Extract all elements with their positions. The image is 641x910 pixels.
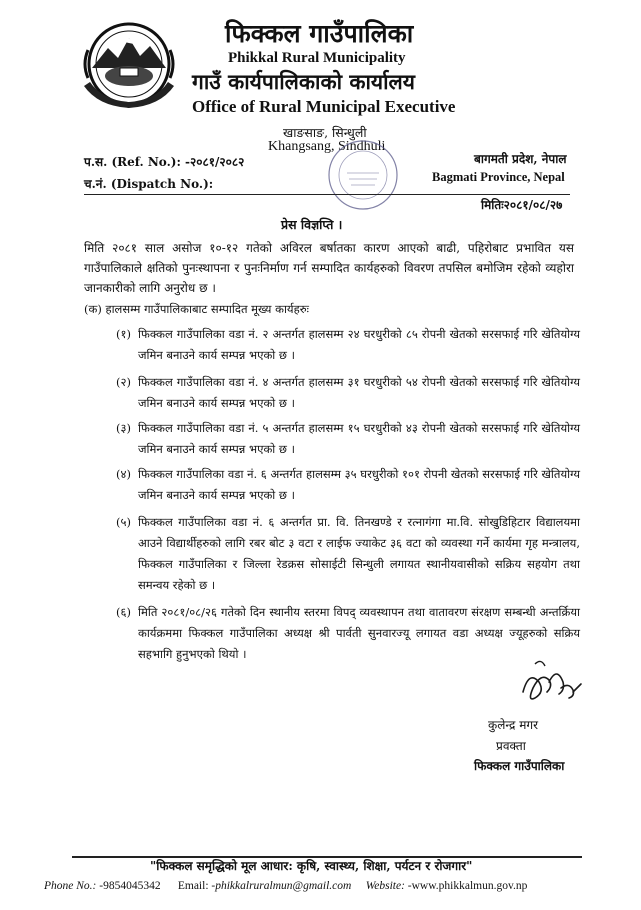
section-heading: (क) हालसम्म गाउँपालिकाबाट सम्पादित मूख्य कार्यहरुः <box>84 302 309 316</box>
signatory-name: कुलेन्द्र मगर <box>488 718 539 732</box>
office-name-en: Office of Rural Municipal Executive <box>192 97 456 116</box>
list-item-number: (६) <box>116 605 131 619</box>
list-item-text: फिक्कल गाउँपालिका वडा नं. ६ अन्तर्गत प्रा. वि. तिनखण्डे र रत्नागंगा मा.वि. सोखुडिहिटार विद्यालयमा आउने विद्यार्थीहरुको लागि रबर बोट ३ वटा र लाईफ ज्याकेट ३६ वटा को व्यवस्था गर्ने कार्यमा गृह मन्त्रालय, फिक्कल गाउँपालिका र जिल्ला रेडक्रस सोसाईटी सिन्धुली लगायत स्थानीयवासीको सक्रिय सहयोग तथा समन्वय रहेको छ । <box>138 515 580 592</box>
email-label: Email: <box>177 880 212 892</box>
signatory-organization: फिक्कल गाउँपालिका <box>474 759 565 773</box>
list-item <box>116 602 580 665</box>
list-item <box>116 464 580 506</box>
list-item-number: (२) <box>116 375 131 389</box>
office-stamp <box>325 135 401 215</box>
list-item-text: फिक्कल गाउँपालिका वडा नं. ५ अन्तर्गत हालसम्म १५ घरधुरीको ४३ रोपनी खेतको सरसफाई गरि खेतियोग्य जमिन बनाउने कार्य सम्पन्न भएको छ । <box>138 421 580 456</box>
list-item <box>116 372 580 414</box>
list-item-number: (१) <box>116 327 131 341</box>
reference-number: प.स. (Ref. No.): -२०८१/२०८२ <box>84 155 245 169</box>
municipality-name-en: Phikkal Rural Municipality <box>228 50 406 66</box>
list-item-text: फिक्कल गाउँपालिका वडा नं. २ अन्तर्गत हालसम्म २४ घरधुरीको ८५ रोपनी खेतको सरसफाई गरि खेतियोग्य जमिन बनाउने कार्य सम्पन्न भएको छ । <box>138 327 580 362</box>
province-np: बागमती प्रदेश, नेपाल <box>474 152 567 166</box>
address-np: खाङसाङ, सिन्धुली <box>283 125 367 140</box>
list-item <box>116 512 580 596</box>
email-address: -phikkalruralmun@gmail.com <box>211 880 352 892</box>
address-en: Khangsang, Sindhuli <box>268 139 386 154</box>
municipality-name-np: फिक्कल गाउँपालिका <box>225 19 414 48</box>
list-item-text: फिक्कल गाउँपालिका वडा नं. ६ अन्तर्गत हालसम्म ३५ घरधुरीको १०१ रोपनी खेतको सरसफाई गरि खेतियोग्य जमिन बनाउने कार्य सम्पन्न भएको छ । <box>138 467 580 502</box>
handwritten-signature <box>515 652 587 712</box>
intro-paragraph: मिति २०८१ साल असोज १०-१२ गतेको अविरल बर्षातका कारण आएको बाढी, पहिरोबाट प्रभावित यस गाउँपालिकाले क्षतिको पुनःस्थापना र पुनःनिर्माण गर्न सम्पादित कार्यहरुको विवरण तपसिल बमोजिम रहेको व्यहोरा जानकारीको लागि अनुरोध छ । <box>84 241 574 295</box>
list-item <box>116 418 580 460</box>
phone-label: Phone No.: <box>44 880 100 892</box>
header-divider <box>84 194 570 195</box>
website-url: -www.phikkalmun.gov.np <box>407 880 528 892</box>
office-name-np: गाउँ कार्यपालिकाको कार्यालय <box>192 69 415 94</box>
list-item-number: (४) <box>116 467 131 481</box>
signatory-role: प्रवक्ता <box>496 739 526 753</box>
dispatch-number: च.नं. (Dispatch No.): <box>84 177 214 191</box>
footer-motto: "फिक्कल समृद्धिको मूल आधार: कृषि, स्वास्थ्य, शिक्षा, पर्यटन र रोजगार" <box>150 859 473 873</box>
document-title: प्रेस विज्ञप्ति । <box>281 217 343 232</box>
list-item-text: फिक्कल गाउँपालिका वडा नं. ४ अन्तर्गत हालसम्म ३१ घरधुरीको ५४ रोपनी खेतको सरसफाई गरि खेतियोग्य जमिन बनाउने कार्य सम्पन्न भएको छ । <box>138 375 580 410</box>
province-en: Bagmati Province, Nepal <box>432 170 565 184</box>
footer-contact <box>44 880 604 892</box>
list-item-number: (५) <box>116 515 131 529</box>
list-item-text: मिति २०८१/०८/२६ गतेको दिन स्थानीय स्तरमा विपद् व्यवस्थापन तथा वातावरण संरक्षण सम्बन्धी अन्तर्क्रिया कार्यक्रममा फिक्कल गाउँपालिका अध्यक्ष श्री पार्वती सुनवारज्यू लगायत वडा अध्यक्ष ज्यूहरुको सक्रिय सहभागि हुनुभएको थियो । <box>138 605 580 661</box>
list-item-number: (३) <box>116 421 131 435</box>
website-label: Website: <box>365 880 408 892</box>
municipality-logo <box>78 20 180 112</box>
phone-number: -9854045342 <box>99 880 161 892</box>
letter-date: मितिः२०८१/०८/२७ <box>481 198 563 212</box>
list-item <box>116 324 580 366</box>
